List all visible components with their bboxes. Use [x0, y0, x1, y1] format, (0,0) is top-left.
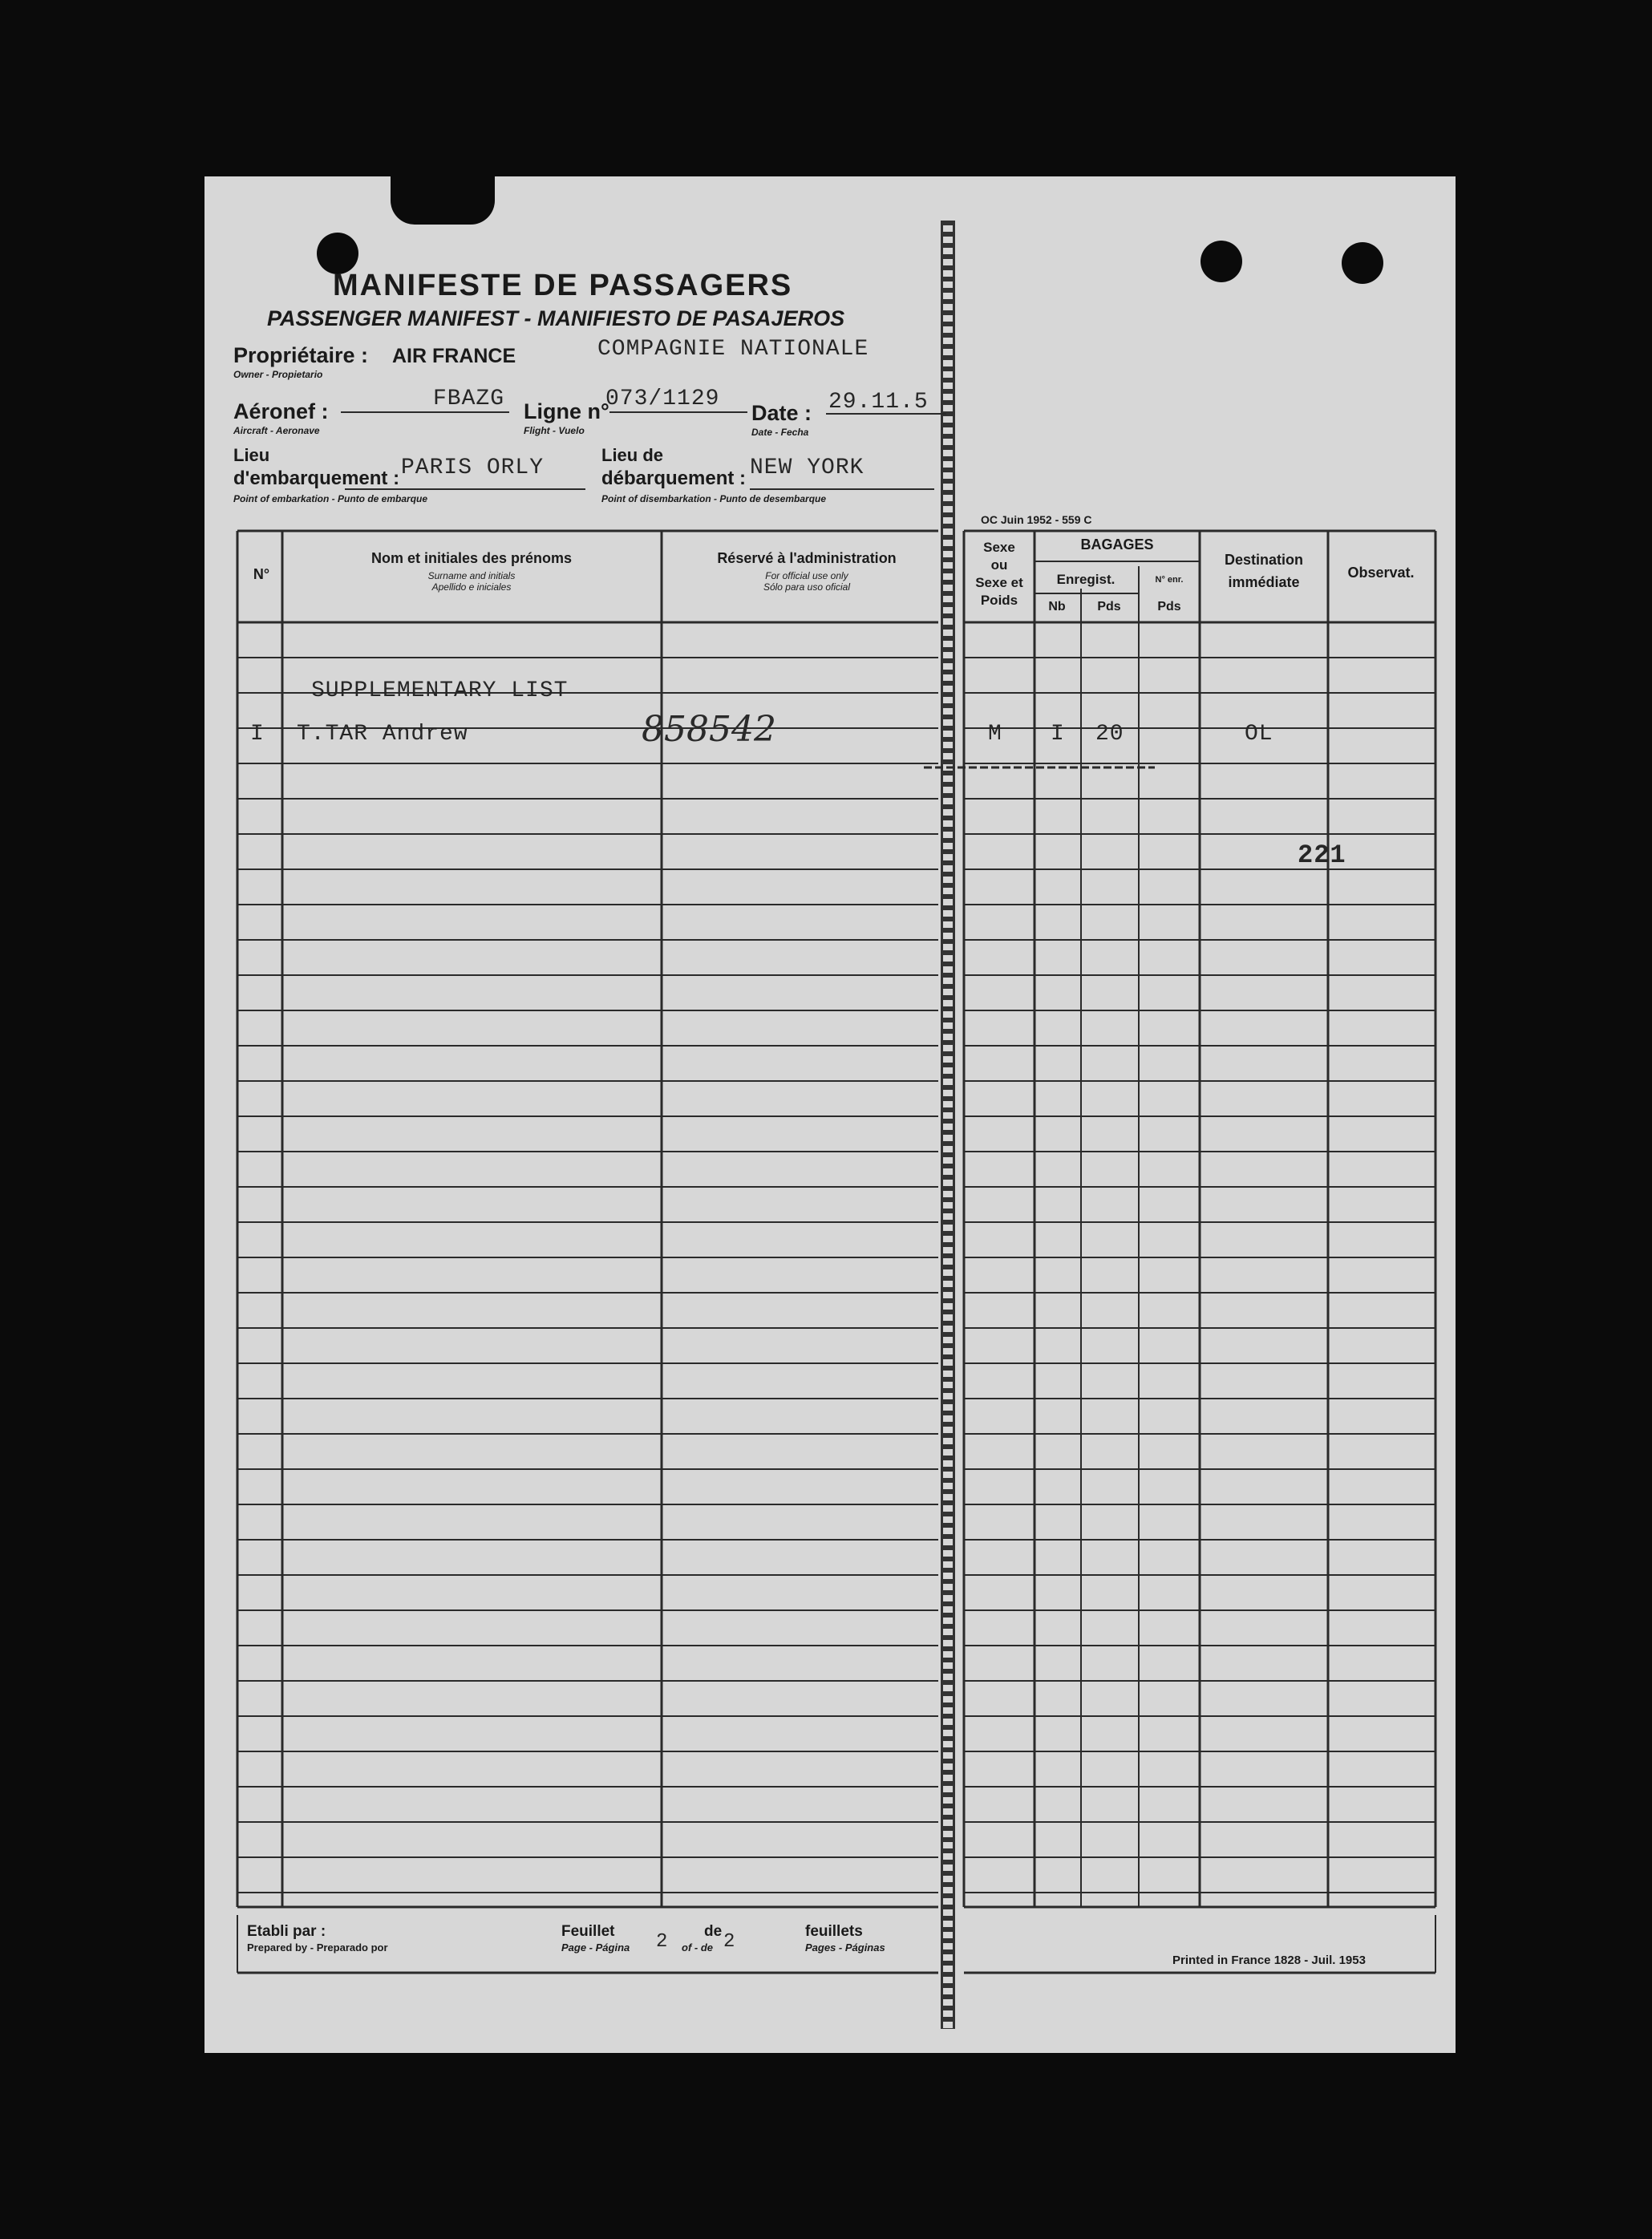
prepared-sublabel: Prepared by - Preparado por	[247, 1941, 388, 1954]
col-header-sex-l4: Poids	[980, 593, 1018, 608]
col-header-baggage: BAGAGES	[1080, 536, 1154, 553]
entry-pds: 20	[1095, 722, 1124, 747]
col-header-reserved-en: For official use only	[765, 570, 848, 581]
col-header-no: N°	[253, 566, 270, 582]
entry-reserved-handwritten: 858542	[642, 709, 776, 750]
col-header-name-es: Apellido e iniciales	[431, 581, 512, 593]
printed-in-france: Printed in France 1828 - Juil. 1953	[1172, 1954, 1366, 1967]
col-header-observations: Observat.	[1347, 565, 1415, 581]
entry-name: T.TAR Andrew	[297, 722, 468, 747]
col-header-reserved: Réservé à l'administration	[717, 550, 897, 566]
page-sublabel: Page - Página	[561, 1941, 630, 1954]
aircraft-label: Aéronef :	[233, 399, 329, 423]
pages-label: feuillets	[805, 1923, 863, 1940]
owner-typed-value: COMPAGNIE NATIONALE	[597, 337, 869, 362]
col-header-no-reg: N° enr.	[1155, 575, 1184, 585]
col-header-registered: Enregist.	[1056, 572, 1116, 587]
col-header-sex-l1: Sexe	[983, 540, 1015, 555]
entry-destination: OL	[1245, 722, 1273, 747]
owner-sublabel: Owner - Propietario	[233, 369, 323, 380]
disembarkation-label-line2: débarquement :	[601, 468, 747, 489]
title-french: MANIFESTE DE PASSAGERS	[333, 269, 793, 302]
entry-no: I	[250, 722, 265, 747]
page-value: 2	[656, 1931, 669, 1953]
disembarkation-sublabel: Point of disembarkation - Punto de desembarque	[601, 493, 827, 504]
flight-value: 073/1129	[605, 387, 720, 411]
col-header-name-en: Surname and initials	[427, 570, 516, 581]
col-header-destination-l2: immédiate	[1228, 574, 1300, 590]
pages-sublabel: Pages - Páginas	[805, 1941, 885, 1954]
col-header-pds2: Pds	[1157, 600, 1181, 613]
embarkation-label-line2: d'embarquement :	[233, 468, 400, 489]
annotation-number: 221	[1298, 840, 1346, 870]
owner-label: Propriétaire :	[233, 343, 369, 367]
owner-printed-value: AIR FRANCE	[392, 345, 516, 367]
col-header-pds: Pds	[1097, 600, 1121, 613]
page-label: Feuillet	[561, 1923, 615, 1940]
of-sublabel: of - de	[682, 1941, 713, 1954]
col-header-name: Nom et initiales des prénoms	[370, 550, 573, 566]
entry-sex: M	[988, 722, 1002, 747]
col-header-nb: Nb	[1048, 600, 1066, 613]
disembarkation-label-line1: Lieu de	[601, 445, 664, 465]
col-header-destination-l1: Destination	[1224, 552, 1303, 568]
disembarkation-value: NEW YORK	[750, 455, 864, 480]
date-value: 29.11.5	[828, 390, 929, 415]
section-label: SUPPLEMENTARY LIST	[311, 678, 569, 703]
page-of-label: de	[704, 1923, 723, 1940]
embarkation-label-line1: Lieu	[233, 445, 270, 465]
prepared-label: Etabli par :	[247, 1923, 326, 1940]
col-header-sex-l2: ou	[990, 557, 1008, 573]
aircraft-value: FBAZG	[433, 387, 505, 411]
page-total: 2	[723, 1931, 736, 1953]
flight-sublabel: Flight - Vuelo	[524, 425, 585, 436]
form-code: OC Juin 1952 - 559 C	[981, 513, 1092, 526]
date-sublabel: Date - Fecha	[751, 427, 809, 438]
flight-label: Ligne n°	[524, 399, 609, 423]
col-header-reserved-es: Sólo para uso oficial	[763, 581, 851, 593]
embarkation-value: PARIS ORLY	[401, 455, 545, 480]
title-english-spanish: PASSENGER MANIFEST - MANIFIESTO DE PASAJEROS	[267, 306, 845, 330]
col-header-sex-l3: Sexe et	[975, 575, 1023, 590]
date-label: Date :	[751, 401, 812, 425]
aircraft-sublabel: Aircraft - Aeronave	[233, 425, 320, 436]
embarkation-sublabel: Point of embarkation - Punto de embarque	[233, 493, 428, 504]
entry-nb: I	[1051, 722, 1065, 747]
